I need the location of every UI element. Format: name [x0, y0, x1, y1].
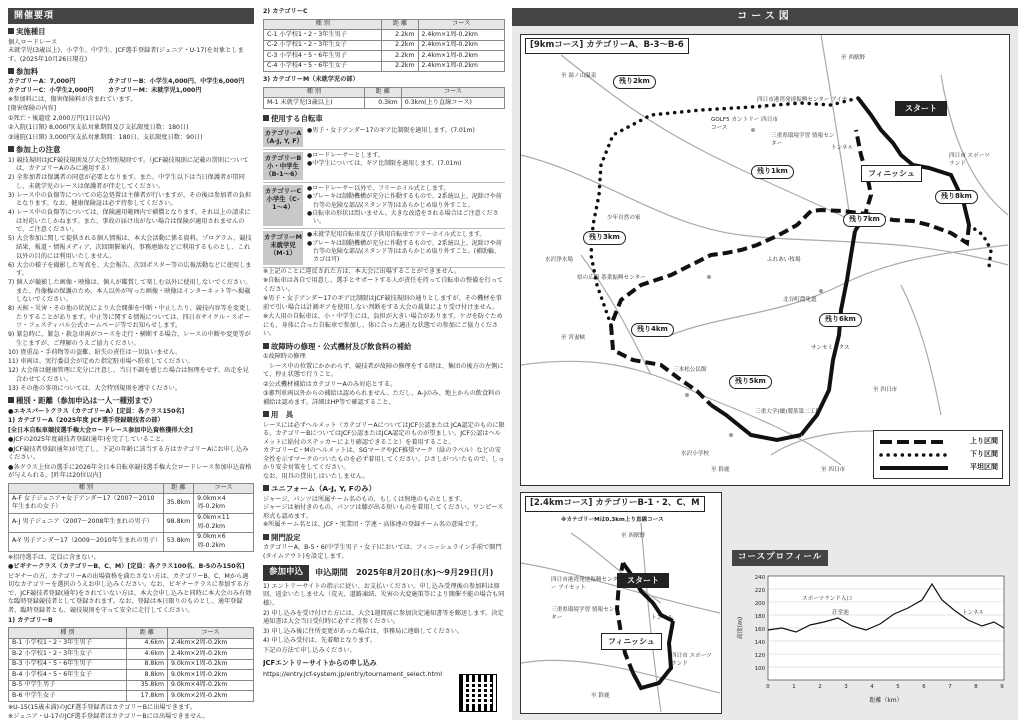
column-middle: [263, 8, 505, 720]
gear-body: レースには必ずヘルメット（カテゴリーAについてはJCF公認または JCA認定のものに限る。カテゴリーBについてはJCF公認またはJCA認定のものが望ましい。JCF公認はヘルメットに貼付のステッカーにより確認できること）を着用すること。 カテゴリーC・Mのヘルメットは、SGマークやJCF推奨マーク（緑のラベル）などの安全性を示すマークのついたものを必ず着用してください。ひさしがついたもので、しっかり安全対策をしてください。 なお、用具の貸出しはいたしません。: [263, 421, 505, 480]
uniform-title: ユニフォーム（A-J, Y, Fのみ）: [263, 484, 505, 494]
cat-b-title: 1) カテゴリーB: [8, 616, 53, 624]
repair-item: ①故障時の修理: [263, 353, 306, 361]
y-tick-label: 220: [754, 588, 765, 594]
notes-list: [8, 157, 254, 394]
x-tick-label: 6: [922, 684, 926, 690]
bike-rule: ●自転車の形状は問いません。大きな改造をされる場合はご注意ください。: [307, 209, 499, 226]
map-label: GOLF5 カントリー 四日市コース: [711, 117, 778, 131]
apply-item: 4) 申し込み受付は、先着順となります。: [263, 637, 377, 645]
map-label: 至 西駅野: [841, 55, 866, 61]
open-title: 開門設定: [263, 533, 505, 543]
table-cell: 9.0km×4周-0.2km: [194, 494, 254, 513]
legend-down-icon: [878, 450, 950, 460]
note-item: 7) 個人が撮影した画像・映像は、個人が鑑賞して楽しむ以外に使用しないでください。また、肖像権の保護のため、本人以外が写った画像・映像はインターネット等へ掲載しないでください。: [8, 279, 252, 304]
profile-chart: [732, 570, 1012, 710]
profile-annotation: トンネル: [962, 610, 985, 616]
table-row: [9, 670, 254, 681]
fee-note: ※参加料には、傷害保険料が含まれています。: [8, 95, 137, 103]
bike-rule: ●ブレーキは制動機構が充分に作動するもので、2系統以上、泥除けや荷台等の危険な部品(スタンド等)はあらかじめ取り外すこと。: [307, 193, 502, 209]
y-tick-label: 100: [754, 666, 765, 672]
bike-category-label: カテゴリーC 小学生（C-1〜4）: [263, 185, 303, 226]
table-row: [264, 61, 505, 72]
table-cell: B-2 小学校1・2・3年生女子: [9, 649, 127, 660]
note-item: 9) 緊急時に、緊急・救急車両がコースを走行・横断する場合、レースの中断や変更等が生じますが、ご理解のうえご協力ください。: [8, 331, 251, 348]
table-row: [9, 513, 254, 532]
y-tick-label: 180: [754, 614, 765, 620]
table-cell: 2.2km: [382, 51, 418, 62]
y-tick-label: 160: [754, 627, 765, 633]
map-label: 至 湯ノ山温泉: [561, 73, 597, 79]
x-axis-label: 距離（km）: [869, 697, 903, 704]
map-9km-title: [9kmコース] カテゴリーA、B-3〜B-6: [525, 38, 689, 54]
repair-item: レース中の位置にかかわらず、競技者が故障の修理をする時は、集団の後方の左側にて、停止状態で行うこと。: [263, 362, 504, 379]
table-cell: 2.2km: [382, 40, 418, 51]
insurance-title: [傷害保険の内容]: [8, 105, 57, 113]
x-tick-label: 3: [844, 684, 848, 690]
note-item: 4) レース中の負傷等については、保険適用範囲内で補償となります。それ以上の請求には対応いたしかねます。また、事故の届け出がない場合は保険が適用されませんので、ご注意ください。: [8, 209, 251, 234]
map-label: 四日市港湾発達振興センター アイセット: [757, 97, 848, 111]
bike-rules: [307, 231, 505, 264]
table-cell: 4.6km: [126, 649, 167, 660]
table-cell: 2.2km: [382, 30, 418, 41]
table-row: [264, 51, 505, 62]
repair-item: ③審判車両以外からの補給は認められません。ただし、A-Jのみ、地上からの飲食料の補給は認めます。詳細はHP等で確認すること。: [263, 390, 501, 406]
table-cell: B-1 小学校1・2・3年生男子: [9, 638, 127, 649]
col-header: 距 離: [364, 87, 401, 98]
remaining-marker: 残り8km: [935, 190, 978, 204]
open-body: カテゴリーA、B-5・6(中学生男子・女子)においては、フィニッシュライン手前で開門(タイムアウト)を設定します。: [263, 544, 502, 560]
apply-period: 申込期間 2025年8月20日(水)〜9月29日(月): [315, 567, 494, 578]
note-item: 6) 大会の様子を撮影した写真を、大会報告、次回ポスター等の広報活動などに使用します。: [8, 261, 252, 278]
apply-item: 1) エントリーサイトの指示に従い、お支払いください。申し込み受理後の参加料は原則、返金いたしません（荒天、道路凍結、災害の大変施策等により開催不能の場合も同様）。: [263, 582, 505, 607]
col-header: 距 離: [126, 628, 167, 639]
table-cell: 4.6km: [126, 638, 167, 649]
table-row: [9, 691, 254, 702]
x-ticks: [766, 684, 1004, 690]
table-row: [9, 638, 254, 649]
cat-c-title: 2) カテゴリーC: [263, 8, 308, 15]
repair-item: ②公式機材補給はカテゴリーAのみ対応とする。: [263, 380, 397, 388]
map-label: 水沢小学校: [681, 451, 709, 457]
bike-rule: ●中学生については、ギア比制限を適用します。(7.01m): [307, 160, 462, 168]
x-tick-label: 0: [766, 684, 770, 690]
remaining-marker: 残り2km: [613, 75, 656, 89]
class-title: 種別・距離（参加申込は一人一種別まで）: [8, 396, 254, 406]
fee-row: [8, 78, 254, 87]
map-label: 三重県環境学習 情報センター: [551, 607, 615, 621]
legend-flat-icon: [878, 463, 950, 473]
map-label: 至 鈴鹿: [591, 693, 610, 699]
map-2-4km-title: [2.4kmコース] カテゴリーB-1・2、C、M: [525, 496, 705, 512]
table-cat-c: [263, 19, 505, 73]
bikes-note: ※大人用の自転車は、小・中学生には、負担が大きい場合があります。ケガを防ぐためにも、身体に合った自転車で参加し、体に合った適正な状態での参加にご協力ください。: [263, 313, 503, 338]
apply-url[interactable]: https://entry.jcf-system.jp/entry/tournament_select.html: [263, 669, 443, 678]
note-item: 5) 大会参加に関して提供される個人情報は、本大会活動に係る資料、プログラム、競技結果、報道・情報メディア、次回開催案内、事務連絡などに利用するものとし、これ以外の目的には利用いたしません。: [8, 235, 252, 260]
x-tick-label: 5: [896, 684, 900, 690]
bikes-list: [263, 125, 505, 267]
map-label: 県の広場 茶業振興センター: [577, 275, 646, 281]
repair-title: 故障時の修理・公式機材及び飲食料の補給: [263, 342, 505, 352]
table-a-note: ※招待選手は、定員に含まない。: [8, 553, 100, 561]
table-cell: C-2 小学校1・2・3年生女子: [264, 40, 382, 51]
map-label: 少年自然の家: [607, 215, 641, 221]
bike-rule: ●ロードレーサー以外で、フリーホイル式とします。: [307, 185, 450, 193]
y-axis-label: 高度(m): [737, 616, 744, 640]
summary-body: 個人ロードレース 未就学児(3歳以上)、小学生、中学生、JCF選手登録者(ジュニア・U-17)を対象とします。(2025年10月26日現在): [8, 38, 244, 63]
col-header: コース: [194, 483, 254, 494]
cat-a-sub: [全日本自転車競技選手権大会ロードレース参加申込資格獲得大会]: [8, 426, 193, 434]
y-tick-label: 120: [754, 653, 765, 659]
table-cell: C-3 小学校4・5・6年生男子: [264, 51, 382, 62]
apply-header: [263, 565, 505, 581]
table-cat-b: [8, 627, 254, 702]
x-tick-label: 8: [974, 684, 978, 690]
table-cell: 2.4km×1周-0.2km: [418, 61, 504, 72]
bike-rules: [307, 152, 505, 180]
col-header: 種 別: [264, 19, 382, 30]
bike-category-label: カテゴリーM 未就学児（M-1）: [263, 231, 303, 264]
table-cell: 9.0km×2周-0.2km: [167, 691, 253, 702]
qr-code-icon[interactable]: [459, 674, 497, 712]
expert-class: ●エキスパートクラス（カテゴリーA）[定員：各クラス150名]: [8, 407, 185, 415]
table-cell: 53.8km: [163, 532, 193, 551]
table-cell: 0.3km(上り直線コース): [401, 98, 504, 109]
insurance-3: ③通院(1日額) 3,000円(支払対象期間：180日、支払限度日数：90日): [8, 133, 203, 141]
insurance-2: ②入院(1日額) 8,000円(支払対象期間及び支払限度日数：180日): [8, 124, 189, 132]
col-header: 距 離: [382, 19, 418, 30]
finish-marker: フィニッシュ: [861, 165, 922, 182]
gear-title: 用 具: [263, 410, 505, 420]
start-marker: スタート: [617, 573, 669, 588]
table-cell: 98.8km: [163, 513, 193, 532]
map-label: 三重県環境学習 情報センター: [771, 133, 835, 147]
table-row: [9, 680, 254, 691]
map-2-4km: [520, 492, 722, 714]
fee-row: [8, 87, 254, 96]
table-cell: 0.3km: [364, 98, 401, 109]
table-cell: 2.4km×1周-0.2km: [418, 51, 504, 62]
course-heading: コース図: [512, 8, 1018, 26]
table-cell: 35.8km: [163, 494, 193, 513]
map-2-4km-drawing: [521, 493, 720, 712]
legend-up-icon: [878, 437, 950, 447]
note-item: 2) 全参加者は保護者の同意が必要となります。また、中学生以下は当日保護者が帯同し、未就学児のレースは保護者が伴走してください。: [8, 174, 245, 190]
table-cell: A-F 女子ジュニア+女子アンダー17（2007〜2010年生まれの女子）: [9, 494, 164, 513]
notes-title: 参加上の注意: [8, 145, 254, 155]
table-row: [264, 98, 505, 109]
apply-site-title: JCFエントリーサイトからの申し込み: [263, 659, 377, 668]
legend-label: 下り区間: [970, 449, 998, 458]
bikes-note: ※男子・女子アンダー17のギア比制限はJCF競技規則の通りとしますが、その機材を事前で引い場合は計測ギアを使用しない判断をする大会の裁量により受け付けません。: [263, 295, 502, 311]
bike-row: [263, 125, 505, 150]
table-cat-m: [263, 87, 505, 109]
bike-rule: ●男子・女子アンダー17のギア比制限を適用します。(7.01m): [307, 127, 475, 135]
y-tick-label: 140: [754, 640, 765, 646]
note-item: 1) 競技規則はJCF競技規則及び大会特別規則です。（JCF競技規則に記載の罰則については、カテゴリーAのみに適用する）: [8, 156, 249, 173]
remaining-marker: 残り7km: [843, 213, 886, 227]
table-cell: 2.2km: [382, 61, 418, 72]
legend: [873, 430, 1003, 479]
legend-label: 上り区間: [970, 436, 998, 445]
legend-item: [878, 461, 998, 474]
table-row: [264, 30, 505, 41]
bike-category-label: カテゴリーB 小・中学生（B-1〜6）: [264, 154, 302, 179]
fee-c: カテゴリーC：小学生2,000円: [8, 87, 94, 95]
bikes-note: ※上記のことに違反された方は、本大会に出場することができません。: [263, 267, 461, 275]
insurance-1: ①死亡・後遺症 2,000万円(1日以内): [8, 114, 111, 122]
map-label: 四日市 スポーツランド: [671, 653, 712, 667]
legend-label: 平坦区間: [970, 462, 998, 471]
table-cat-a: [8, 483, 254, 552]
map-label: 至 四日市: [873, 387, 898, 393]
table-row: [9, 649, 254, 660]
note-item: 12) 大会前は健康管理に充分に注意し、当日不調を感じた場合は無理をせず、出走を見合わせてください。: [8, 367, 249, 383]
table-cell: C-1 小学校1・2・3年生男子: [264, 30, 382, 41]
course-profile: [732, 550, 1012, 714]
y-ticks: [755, 575, 766, 672]
col-header: 種 別: [264, 87, 365, 98]
profile-annotation: 荘堂池: [832, 610, 849, 616]
bike-rule: ●ブレーキは制動機構が充分に作動するもので、2系統以上、泥除けや荷台等の危険な部品(スタンド等)はあらかじめ取り外すこと。(補助輪、カゴは可): [307, 239, 502, 264]
table-cell: B-4 小学校4・5・6年生女子: [9, 670, 127, 681]
cat-m-title: 3) カテゴリーM（未就学児の部）: [263, 76, 359, 84]
apply-item: 3) 申し込み後に住所変更があった場合は、事務局に連絡してください。: [263, 627, 464, 635]
map-label: 北谷町農免道: [783, 297, 817, 303]
table-b-note: ※U-15(15歳未満)のJCF選手登録者はカテゴリーBに出場できます。: [8, 703, 197, 711]
table-b-note: ※ジュニア・U-17のJCF選手登録者はカテゴリーBには出場できません。: [8, 713, 209, 720]
x-tick-label: 7: [948, 684, 952, 690]
remaining-marker: 残り5km: [729, 375, 772, 389]
col-header: コース: [167, 628, 253, 639]
legend-item: [878, 448, 998, 461]
map-label: 三本松公民館: [673, 367, 707, 373]
note-item: 8) 天候・災害・その他の状況により大会開催を中断・中止したり、競技内容等を変更したりすることがあります。中止等に関する情報については、四日市サイクル・スポーツ・フェスティバル公式ホームページ等でお知らせします。: [8, 305, 252, 330]
uniform-body: ジャージ、パンツは所属チーム名のもの、もしくは無地のものとします。 ジャージは袖付きのもの、パンツは膝が出る短いものを着用してください。ワンピース形式も認めます。 ※所属チーム名とは、JCF・実業団・学連・高体連の登録チーム名の意味です。: [263, 495, 504, 529]
column-right: [512, 8, 1018, 720]
profile-annotation: スポーツランド入口: [802, 596, 853, 602]
note-item: 3) レース中の負傷等についての応急処置は主催者が行いますが、その後は参加者の負担となります。なお、健康保険証は必ず持参してください。: [8, 191, 252, 208]
col-header: コース: [401, 87, 504, 98]
fee-m: カテゴリーM：未就学児1,000円: [108, 87, 202, 95]
map-2-note: ※カテゴリーMは0.3km上り直線コース: [561, 517, 664, 523]
table-row: [9, 532, 254, 551]
map-label: 至 宮妻峡: [561, 335, 586, 341]
legend-item: [878, 435, 998, 448]
beginner-body: ビギナーの方、カテゴリーAの出場資格を満たさない方は、カテゴリーB、C、Mから適切なカテゴリーを選択のうえお申し込みください。なお、ビギナークラスに参加する方で、JCF競技者登録(通年)をされていない方は、本大会申し込みと同時に本大会のみ有効な臨時登録競技者として登録されます。なお、登録は本日限りのものとし、通年登録者、臨時登録者とも、競技規則を守って安全に走行してください。: [8, 572, 252, 614]
table-cell: 8.8km: [126, 659, 167, 670]
x-tick-label: 4: [870, 684, 874, 690]
map-label: 四日市港湾発達振興センター アイセット: [551, 577, 618, 591]
table-cell: A-Y 男子アンダー17（2009〜2010年生まれの男子）: [9, 532, 164, 551]
remaining-marker: 残り6km: [819, 313, 862, 327]
table-cell: 9.0km×6周-0.2km: [194, 532, 254, 551]
table-cell: 17.8km: [126, 691, 167, 702]
map-label: ふれあい牧場: [767, 257, 801, 263]
note-item: 10) 貴重品・手荷物等の盗難、紛失の責任は一切負いません。: [8, 349, 182, 357]
col-header: 距 離: [163, 483, 193, 494]
bikes-note: ※自転車は各自で用意し、選手とサポートする人が責任を持って自転車の整備を行ってください。: [263, 277, 504, 293]
y-tick-label: 200: [754, 601, 765, 607]
map-label: 至 鈴鹿: [711, 467, 730, 473]
table-cell: 35.8km: [126, 680, 167, 691]
map-label: 三重大学(嬢)製茶第二工場: [755, 409, 821, 415]
beginner-class: ●ビギナークラス（カテゴリーB、C、M）[定員：各クラス100名、B-5のみ150名]: [8, 563, 245, 571]
table-cell: C-4 小学校4・5・6年生女子: [264, 61, 382, 72]
summary-title: 実施種目: [8, 27, 254, 37]
table-cell: 2.4km×2周-0.2km: [167, 638, 253, 649]
x-tick-label: 9: [1000, 684, 1004, 690]
table-cell: B-5 中学生男子: [9, 680, 127, 691]
table-cell: B-3 小学校4・5・6年生男子: [9, 659, 127, 670]
fee-title: 参加料: [8, 67, 254, 77]
map-label: サンセミックス: [811, 345, 850, 351]
y-tick-label: 240: [754, 575, 765, 581]
table-cell: M-1 未就学児(3歳以上): [264, 98, 365, 109]
table-row: [9, 659, 254, 670]
remaining-marker: 残り1km: [751, 165, 794, 179]
bike-rule: ●未就学児用自転車及び子供用自転車でフリーホイル式とします。: [307, 231, 486, 239]
note-item: 13) その他の事項については、大会特別規則を遵守ください。: [8, 384, 182, 392]
table-row: [9, 494, 254, 513]
bike-category-label: カテゴリーA（A-J, Y, F）: [263, 129, 303, 146]
remaining-marker: 残り3km: [583, 231, 626, 245]
column-left: [8, 8, 254, 720]
table-cell: A-J 男子ジュニア（2007〜2008年生まれの男子）: [9, 513, 164, 532]
bike-row: [263, 183, 505, 229]
table-cell: 9.0km×1周-0.2km: [167, 670, 253, 681]
table-cell: 9.0km×11周-0.2km: [194, 513, 254, 532]
apply-item: 2) 申し込みを受け付けた方には、大会1週間前に参加決定通知書等を郵送します。決定通知書は大会当日受付時に必ずご持参ください。: [263, 609, 504, 626]
map-label: 四日市 スポーツランド: [949, 153, 990, 167]
table-cell: 9.0km×4周-0.2km: [167, 680, 253, 691]
table-cell: B-6 中学生女子: [9, 691, 127, 702]
table-cell: 2.4km×1周-0.2km: [418, 30, 504, 41]
bike-row: [263, 229, 505, 267]
bike-rule: ●ロードレーサーとします。: [307, 152, 384, 160]
col-header: 種 別: [9, 628, 127, 639]
col-header: 種 別: [9, 483, 164, 494]
cat-a-note: ●JCF競技者登録(通年)が完了し、下記の年齢に該当する方はカテゴリーAにお申し込みください。: [8, 445, 249, 462]
cat-a-note: ●JCFの2025年度競技者登録(通年)を完了していること。: [8, 436, 168, 444]
table-cell: 2.4km×1周-0.2km: [418, 40, 504, 51]
table-cell: 8.8km: [126, 670, 167, 681]
col-header: コース: [418, 19, 504, 30]
profile-title: コースプロフィール: [732, 550, 828, 566]
table-row: [264, 40, 505, 51]
apply-foot: 下記の方法で申し込みください。: [263, 646, 356, 654]
map-label: 至 西駅野: [621, 533, 646, 539]
fee-a: カテゴリーA：7,000円: [8, 78, 76, 86]
bikes-title: 使用する自転車: [263, 114, 505, 124]
fee-b: カテゴリーB：小学生4,000円、中学生6,000円: [108, 78, 245, 86]
map-label: トンネル: [831, 145, 854, 151]
bike-row: [263, 150, 505, 183]
cat-a-title: 1) カテゴリーA（2025年度 JCF選手登録競技者の部）: [8, 417, 164, 425]
start-marker: スタート: [895, 101, 947, 116]
finish-marker: フィニッシュ: [601, 633, 662, 650]
map-label: 水沢浄水場: [545, 257, 573, 263]
x-tick-label: 1: [792, 684, 796, 690]
table-cell: 2.4km×2周-0.2km: [167, 649, 253, 660]
x-tick-label: 2: [818, 684, 822, 690]
map-label: 至 四日市: [821, 467, 846, 473]
table-cell: 9.0km×1周-0.2km: [167, 659, 253, 670]
map-label: トンネル: [651, 615, 674, 621]
apply-label: 参加申込: [263, 565, 309, 581]
note-item: 11) 車両は、実行委員会が定めた指定駐車場へ駐車してください。: [8, 358, 194, 366]
map-9km: [520, 34, 1010, 486]
remaining-marker: 残り4km: [631, 323, 674, 337]
bike-rules: [307, 127, 505, 147]
bike-rules: [307, 185, 505, 226]
section-heading: 開催要項: [8, 8, 254, 24]
cat-a-note: ●各クラス上位の選手に2026年全日本自転車競技選手権大会ロードレース参加申込資格が与えられる。[昨年は20位以内]: [8, 463, 252, 480]
